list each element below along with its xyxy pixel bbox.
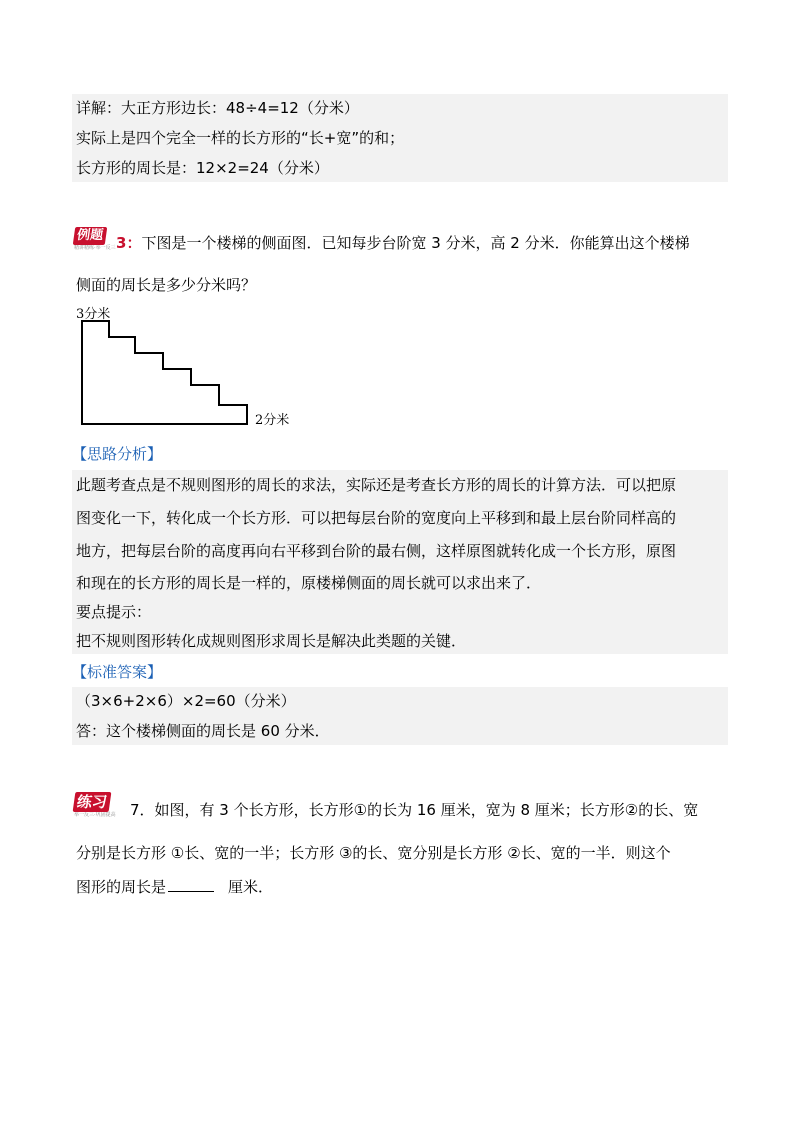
practice-badge-label: 练习 xyxy=(73,792,112,812)
practice-line-3-suffix: 厘米． xyxy=(228,878,274,896)
example-number-colon: ： xyxy=(126,234,142,252)
analysis-tip-label: 要点提示： xyxy=(76,603,152,621)
solution-line-1: 详解：大正方形边长：48÷4=12（分米） xyxy=(76,99,359,117)
answer-line-2: 答：这个楼梯侧面的周长是 60 分米． xyxy=(76,722,330,740)
example-question-text-1: 下图是一个楼梯的侧面图．已知每步台阶宽 3 分米，高 2 分米．你能算出这个楼梯 xyxy=(141,234,690,252)
practice-line-3-prefix: 图形的周长是 xyxy=(76,878,167,896)
practice-line-3 xyxy=(76,875,273,898)
analysis-line-3: 地方，把每层台阶的高度再向右平移到台阶的最右侧，这样原图就转化成一个长方形，原图 xyxy=(76,542,677,560)
practice-line-2: 分别是长方形 ①长、宽的一半；长方形 ③的长、宽分别是长方形 ②长、宽的一半．则这个 xyxy=(76,844,671,862)
practice-badge-subtitle: 举一反三·巩固提高 xyxy=(74,812,116,818)
staircase-top-label: 3分米 xyxy=(76,307,111,322)
example-number: 3 xyxy=(116,234,127,252)
example-badge-label: 例题 xyxy=(73,227,108,245)
analysis-line-1: 此题考查点是不规则图形的周长的求法，实际还是考查长方形的周长的计算方法．可以把原 xyxy=(76,476,677,494)
example-question-line-1 xyxy=(116,232,690,254)
practice-badge xyxy=(74,792,116,818)
staircase-outline xyxy=(82,321,247,424)
answer-heading: 【标准答案】 xyxy=(72,663,163,681)
analysis-tip-text: 把不规则图形转化成规则图形求周长是解决此类题的关键． xyxy=(76,632,467,650)
example-badge xyxy=(74,224,116,251)
example-badge-subtitle: 精讲精练·举一反三 xyxy=(74,245,116,251)
example-question-line-2: 侧面的周长是多少分米吗？ xyxy=(76,276,257,294)
answer-line-1: （3×6+2×6）×2=60（分米） xyxy=(76,692,296,710)
practice-line-1: 7．如图，有 3 个长方形，长方形①的长为 16 厘米，宽为 8 厘米；长方形②的长、宽 xyxy=(130,801,699,819)
staircase-right-label: 2分米 xyxy=(255,413,290,428)
analysis-line-2: 图变化一下，转化成一个长方形．可以把每层台阶的宽度向上平移到和最上层台阶同样高的 xyxy=(76,509,677,527)
answer-blank[interactable] xyxy=(168,875,214,892)
staircase-figure xyxy=(70,300,310,435)
solution-line-3: 长方形的周长是：12×2=24（分米） xyxy=(76,159,329,177)
analysis-line-4: 和现在的长方形的周长是一样的，原楼梯侧面的周长就可以求出来了． xyxy=(76,574,542,592)
solution-line-2: 实际上是四个完全一样的长方形的“长+宽”的和； xyxy=(76,129,405,147)
analysis-block xyxy=(72,470,728,654)
analysis-heading: 【思路分析】 xyxy=(72,445,163,463)
